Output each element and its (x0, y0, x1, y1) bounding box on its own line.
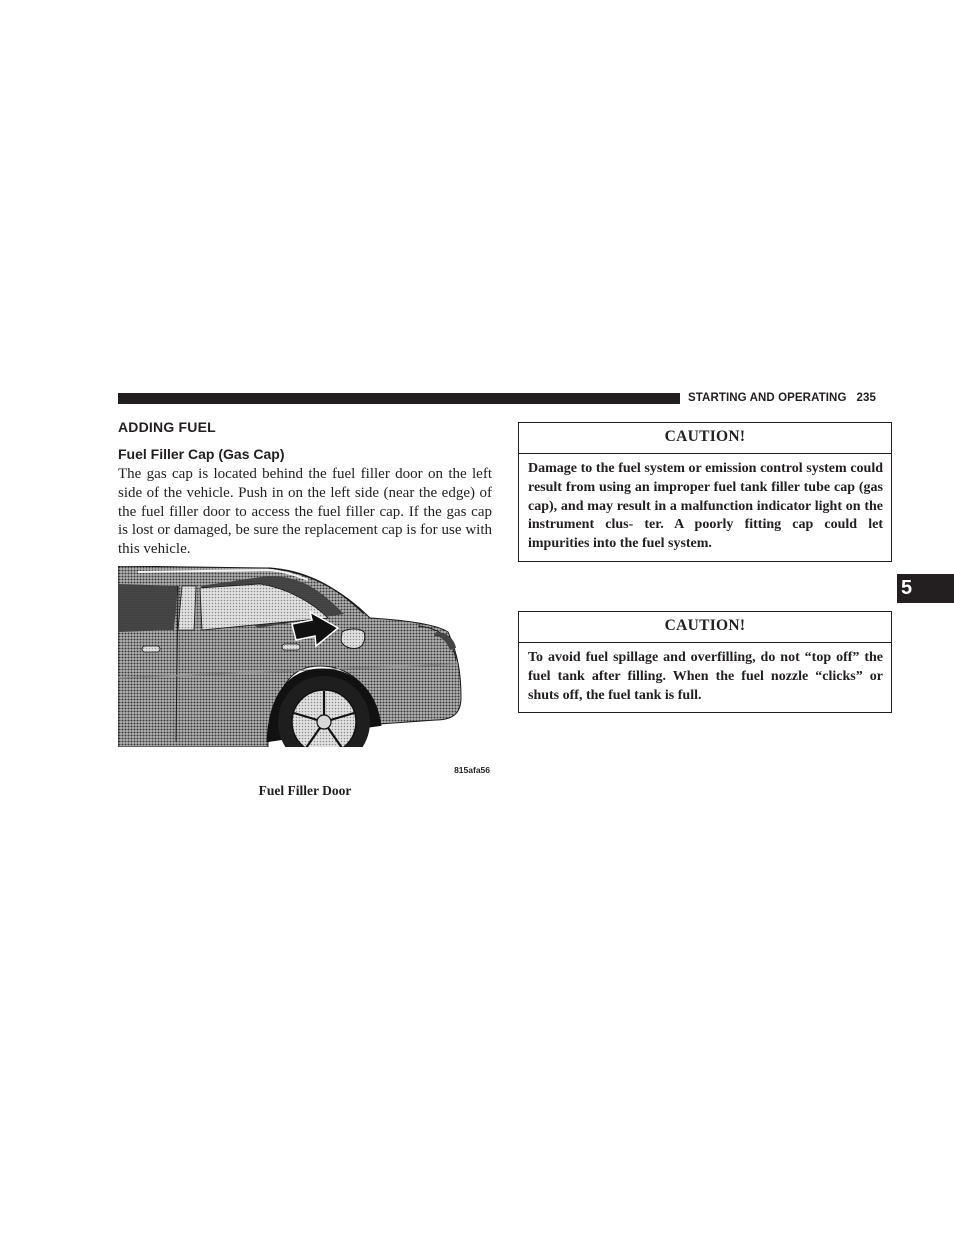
fuel-door (341, 629, 365, 649)
rear-wheel (278, 676, 370, 768)
caution-box-1 (518, 422, 892, 562)
caution-box-2 (518, 611, 892, 713)
subsection-heading: Fuel Filler Cap (Gas Cap) (118, 446, 285, 462)
caution-title: CAUTION! (519, 612, 891, 643)
caution-text: Damage to the fuel system or emission control system could result from using an improper fuel tank filler tube cap (gas cap), and may result in a malfunction indicator light on the instrument clus- ter. A poorly fitting cap could let impurities into the fuel system. (528, 461, 883, 552)
section-heading: ADDING FUEL (118, 419, 216, 435)
figure-code: 815afa56 (454, 765, 490, 774)
caution-title: CAUTION! (519, 423, 891, 454)
side-window (118, 584, 178, 632)
figure-caption: Fuel Filler Door (258, 783, 352, 798)
running-header (688, 391, 892, 405)
car-illustration (118, 566, 492, 774)
chapter-tab: 5 (897, 574, 954, 603)
caution-text: To avoid fuel spillage and overfilling, do not “top off” the fuel tank after filling. When the fuel nozzle “clicks” or shuts off, the fuel tank is full. (528, 650, 883, 703)
page-number: 235 (856, 392, 877, 404)
header-rule (118, 393, 680, 404)
fuel-filler-door-illustration (118, 566, 492, 774)
header-section-title: STARTING AND OPERATING (688, 392, 847, 404)
body-paragraph: The gas cap is located behind the fuel filler door on the left side of the vehicle. Push in on the left side (near the edge) of the fuel filler door to access the fuel filler cap. If the gas cap is lost or damaged, be sure the replacement cap is for use with this vehicle. (118, 466, 492, 558)
